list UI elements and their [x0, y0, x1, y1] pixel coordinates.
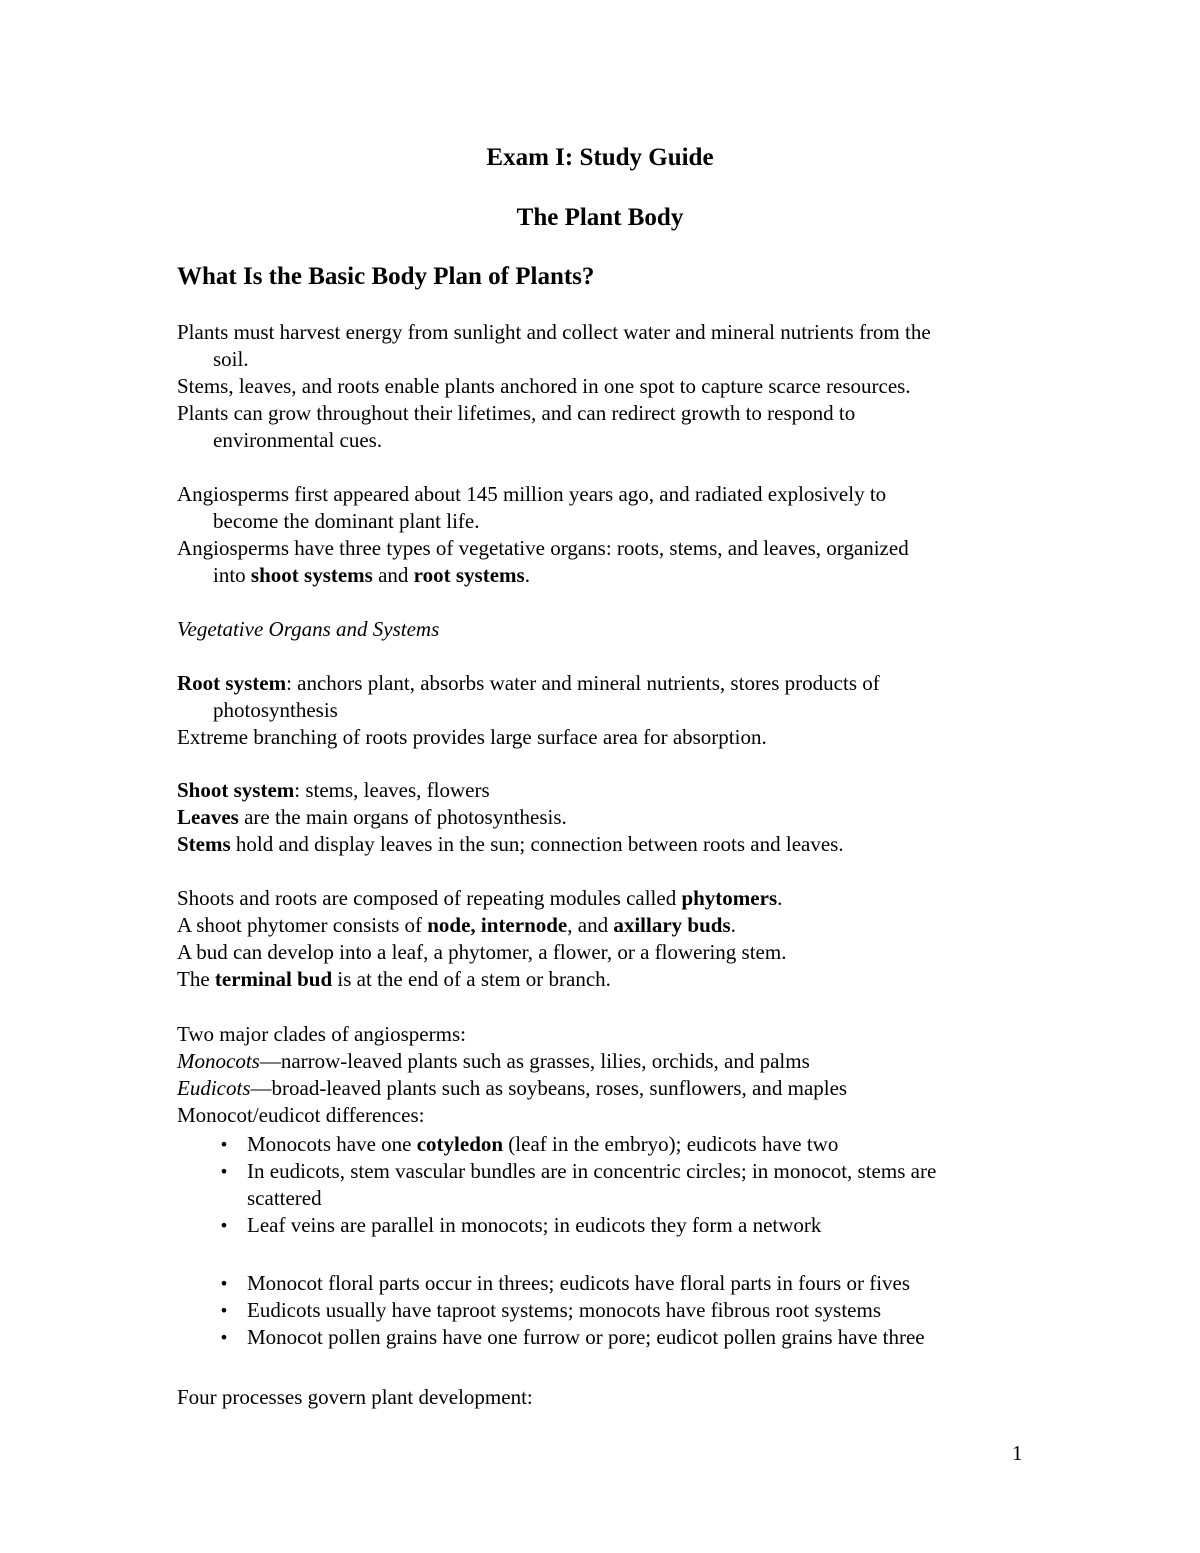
- text-line: [177, 804, 1047, 831]
- text-span: (leaf in the embryo); eudicots have two: [503, 1132, 839, 1156]
- root-system-block: [177, 670, 1047, 751]
- term-node-internode: node, internode: [427, 913, 568, 937]
- text-span: , and: [567, 913, 614, 937]
- text-span: hold and display leaves in the sun; connection between roots and leaves.: [230, 832, 844, 856]
- document-subtitle: The Plant Body: [516, 204, 684, 231]
- text-span: is at the end of a stem or branch.: [332, 967, 611, 991]
- term-stems: Stems: [177, 832, 231, 856]
- text-line: Monocot/eudicot differences:: [177, 1103, 425, 1127]
- differences-list: [177, 1131, 1047, 1239]
- text-span: Monocot floral parts occur in threes; eudicots have floral parts in fours or fives: [247, 1271, 911, 1295]
- term-phytomers: phytomers: [681, 886, 778, 910]
- text-span: Monocots have one: [247, 1132, 417, 1156]
- text-line: [177, 966, 1047, 993]
- text-line: Extreme branching of roots provides large surface area for absorption.: [177, 725, 767, 749]
- paragraph-body-plan: [177, 319, 1047, 454]
- subheading-vegetative-organs: Vegetative Organs and Systems: [177, 617, 440, 641]
- bullet-icon: •: [219, 1301, 229, 1320]
- list-item: [177, 1297, 1047, 1324]
- term-axillary-buds: axillary buds: [613, 913, 731, 937]
- text-span: A shoot phytomer consists of: [177, 913, 428, 937]
- text-line: environmental cues.: [213, 428, 383, 452]
- text-line: [177, 831, 1047, 858]
- text-span: are the main organs of photosynthesis.: [238, 805, 567, 829]
- text-line: Four processes govern plant development:: [177, 1385, 533, 1409]
- term-monocots: Monocots: [177, 1049, 260, 1073]
- list-item: [177, 1212, 1047, 1239]
- text-line: [177, 912, 1047, 939]
- bullet-icon: •: [219, 1135, 229, 1154]
- text-line: Plants can grow throughout their lifetimes, and can redirect growth to respond to: [177, 401, 856, 425]
- term-cotyledon: cotyledon: [416, 1132, 504, 1156]
- term-shoot-systems: shoot systems: [250, 563, 373, 587]
- list-item-continuation: scattered: [247, 1186, 322, 1210]
- text-span: —narrow-leaved plants such as grasses, lilies, orchids, and palms: [259, 1049, 810, 1073]
- paragraph-angiosperms: [177, 481, 1047, 589]
- text-span: .: [730, 913, 736, 937]
- text-line: Angiosperms first appeared about 145 million years ago, and radiated explosively to: [177, 482, 887, 506]
- text-line: [177, 562, 1047, 589]
- phytomer-block: [177, 885, 1047, 993]
- text-span: .: [524, 563, 530, 587]
- list-item: [177, 1131, 1047, 1158]
- bullet-icon: •: [219, 1216, 229, 1235]
- list-item: [177, 1270, 1047, 1297]
- section-heading: What Is the Basic Body Plan of Plants?: [177, 263, 595, 290]
- bullet-icon: •: [219, 1274, 229, 1293]
- term-shoot-system: Shoot system: [177, 778, 295, 802]
- text-line: A bud can develop into a leaf, a phytomer, a flower, or a flowering stem.: [177, 940, 787, 964]
- term-leaves: Leaves: [177, 805, 239, 829]
- text-span: In eudicots, stem vascular bundles are in concentric circles; in monocot, stems are: [247, 1159, 937, 1183]
- text-line: [177, 1048, 1047, 1075]
- text-span: The: [177, 967, 215, 991]
- text-span: Monocot pollen grains have one furrow or pore; eudicot pollen grains have three: [247, 1325, 925, 1349]
- document-title: Exam I: Study Guide: [486, 144, 714, 171]
- text-line: Two major clades of angiosperms:: [177, 1022, 466, 1046]
- text-span: Leaf veins are parallel in monocots; in eudicots they form a network: [247, 1213, 822, 1237]
- text-line: photosynthesis: [213, 698, 338, 722]
- list-item: [177, 1324, 1047, 1351]
- final-paragraph: [177, 1384, 1047, 1411]
- text-span: —broad-leaved plants such as soybeans, roses, sunflowers, and maples: [250, 1076, 848, 1100]
- term-terminal-bud: terminal bud: [214, 967, 333, 991]
- page-number: 1: [1012, 1441, 1023, 1465]
- text-line: Angiosperms have three types of vegetative organs: roots, stems, and leaves, organized: [177, 536, 909, 560]
- term-eudicots: Eudicots: [177, 1076, 251, 1100]
- text-span: Eudicots usually have taproot systems; monocots have fibrous root systems: [247, 1298, 881, 1322]
- text-span: : stems, leaves, flowers: [294, 778, 490, 802]
- text-line: [177, 885, 1047, 912]
- bullet-icon: •: [219, 1162, 229, 1181]
- term-root-systems: root systems: [413, 563, 525, 587]
- text-line: [177, 1075, 1047, 1102]
- text-line: become the dominant plant life.: [213, 509, 480, 533]
- differences-list-continued: [177, 1270, 1047, 1351]
- text-line: Plants must harvest energy from sunlight and collect water and mineral nutrients from the: [177, 320, 931, 344]
- text-line: [177, 777, 1047, 804]
- text-span: and: [372, 563, 414, 587]
- text-span: .: [777, 886, 783, 910]
- term-root-system: Root system: [177, 671, 287, 695]
- text-span: Shoots and roots are composed of repeating modules called: [177, 886, 682, 910]
- text-line: [177, 670, 1047, 697]
- text-span: into: [213, 563, 251, 587]
- shoot-system-block: [177, 777, 1047, 858]
- text-line: soil.: [213, 347, 249, 371]
- clades-block: [177, 1021, 1047, 1129]
- bullet-icon: •: [219, 1328, 229, 1347]
- text-line: Stems, leaves, and roots enable plants anchored in one spot to capture scarce resources.: [177, 374, 911, 398]
- text-span: : anchors plant, absorbs water and mineral nutrients, stores products of: [286, 671, 880, 695]
- list-item: [177, 1158, 1047, 1185]
